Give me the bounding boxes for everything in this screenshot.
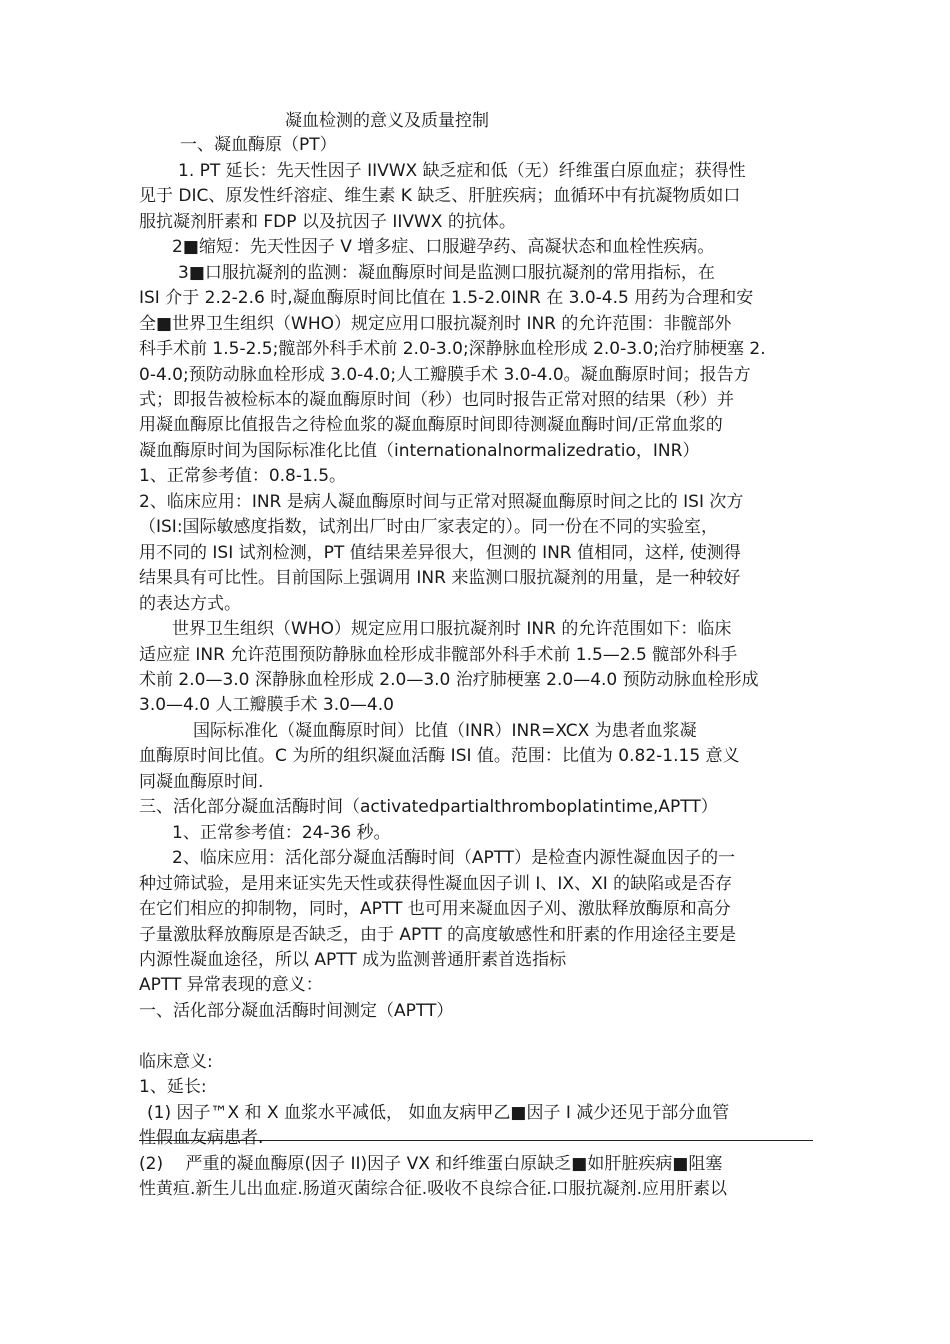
paragraph-line: 1、延长: xyxy=(139,1077,207,1097)
section-heading-aptt: 三、活化部分凝血活酶时间（activatedpartialthromboplatintime,APTT） xyxy=(139,797,718,817)
paragraph-line: 3.0—4.0 人工瓣膜手术 3.0—4.0 xyxy=(139,695,394,715)
paragraph-line: 用不同的 ISI 试剂检测，PT 值结果差异很大，但测的 INR 值相同，这样, 使测得 xyxy=(139,543,741,563)
paragraph-line: 科手术前 1.5-2.5;髋部外科手术前 2.0-3.0;深静脉血栓形成 2.0-3.0;治疗肺梗塞 2. xyxy=(139,339,766,359)
paragraph-line: 性黄疸.新生儿出血症.肠道灭菌综合征.吸收不良综合征.口服抗凝剂.应用肝素以 xyxy=(139,1179,728,1199)
paragraph-line: 凝血酶原时间为国际标准化比值（internationalnormalizedratio，INR） xyxy=(139,441,700,461)
paragraph-line: 一、活化部分凝血活酶时间测定（APTT） xyxy=(139,1001,454,1021)
paragraph-line: 1、正常参考值：0.8-1.5。 xyxy=(139,466,347,486)
paragraph-line: 全■世界卫生组织（WHO）规定应用口服抗凝剂时 INR 的允许范围：非髋部外 xyxy=(139,314,732,334)
paragraph-line: 国际标准化（凝血酶原时间）比值（INR）INR=XCX 为患者血浆凝 xyxy=(193,721,697,741)
paragraph-line: 性假血友病患者. xyxy=(139,1128,264,1148)
paragraph-line: 式；即报告被检标本的凝血酶原时间（秒）也同时报告正常对照的结果（秒）并 xyxy=(139,390,734,410)
paragraph-line: 内源性凝血途径，所以 APTT 成为监测普通肝素首选指标 xyxy=(139,950,567,970)
paragraph-line: 在它们相应的抑制物，同时，APTT 也可用来凝血因子刈、激肽释放酶原和高分 xyxy=(139,899,731,919)
paragraph-line: (1) 因子™X 和 X 血浆水平减低， 如血友病甲乙■因子 I 减少还见于部分血管 xyxy=(147,1103,730,1123)
paragraph-line: (2) 严重的凝血酶原(因子 II)因子 VX 和纤维蛋白原缺乏■如肝脏疾病■阻塞 xyxy=(139,1154,723,1174)
paragraph-line: 种过筛试验，是用来证实先天性或获得性凝血因子训 I、IX、XI 的缺陷或是否存 xyxy=(139,874,733,894)
paragraph-line: （ISI:国际敏感度指数，试剂出厂时由厂家表定的）。同一份在不同的实验室， xyxy=(139,517,719,537)
paragraph-line: 的表达方式。 xyxy=(139,594,241,614)
paragraph-line: 0-4.0;预防动脉血栓形成 3.0-4.0;人工瓣膜手术 3.0-4.0。凝血酶原时间；报告方 xyxy=(139,365,751,385)
paragraph-line: 服抗凝剂肝素和 FDP 以及抗因子 IIVWX 的抗体。 xyxy=(139,212,516,232)
paragraph-line: 术前 2.0—3.0 深静脉血栓形成 2.0—3.0 治疗肺梗塞 2.0—4.0 预防动脉血栓形成 xyxy=(139,670,759,690)
paragraph-line: 2、临床应用：INR 是病人凝血酶原时间与正常对照凝血酶原时间之比的 ISI 次方 xyxy=(139,492,744,512)
paragraph-line: 1. PT 延长：先天性因子 IIVWX 缺乏症和低（无）纤维蛋白原血症；获得性 xyxy=(178,161,746,181)
divider-rule xyxy=(139,1140,813,1141)
paragraph-line: 2、临床应用：活化部分凝血活酶时间（APTT）是检查内源性凝血因子的一 xyxy=(172,848,736,868)
paragraph-line: 同凝血酶原时间. xyxy=(139,772,264,792)
paragraph-line: 见于 DIC、原发性纤溶症、维生素 K 缺乏、肝脏疾病；血循环中有抗凝物质如口 xyxy=(139,186,741,206)
paragraph-line: APTT 异常表现的意义： xyxy=(139,975,323,995)
doc-title: 凝血检测的意义及质量控制 xyxy=(285,111,489,131)
paragraph-line: 1、正常参考值：24-36 秒。 xyxy=(172,823,391,843)
paragraph-line: 适应症 INR 允许范围预防静脉血栓形成非髋部外科手术前 1.5—2.5 髋部外科手 xyxy=(139,645,738,665)
paragraph-line: 3■口服抗凝剂的监测：凝血酶原时间是监测口服抗凝剂的常用指标，在 xyxy=(178,263,715,283)
paragraph-line: 世界卫生组织（WHO）规定应用口服抗凝剂时 INR 的允许范围如下：临床 xyxy=(172,619,732,639)
paragraph-line: 临床意义: xyxy=(139,1052,213,1072)
section-heading-pt: 一、凝血酶原（PT） xyxy=(180,135,337,155)
paragraph-line: ISI 介于 2.2-2.6 时,凝血酶原时间比值在 1.5-2.0INR 在 3.0-4.5 用药为合理和安 xyxy=(139,288,754,308)
paragraph-line: 血酶原时间比值。C 为所的组织凝血活酶 ISI 值。范围：比值为 0.82-1.15 意义 xyxy=(139,746,740,766)
paragraph-line: 子量激肽释放酶原是否缺乏，由于 APTT 的高度敏感性和肝素的作用途径主要是 xyxy=(139,925,737,945)
paragraph-line: 用凝血酶原比值报告之待检血浆的凝血酶原时间即待测凝血酶时间/正常血浆的 xyxy=(139,415,723,435)
paragraph-line: 2■缩短：先天性因子 V 增多症、口服避孕药、高凝状态和血栓性疾病。 xyxy=(172,237,715,257)
paragraph-line: 结果具有可比性。目前国际上强调用 INR 来监测口服抗凝剂的用量，是一种较好 xyxy=(139,568,741,588)
